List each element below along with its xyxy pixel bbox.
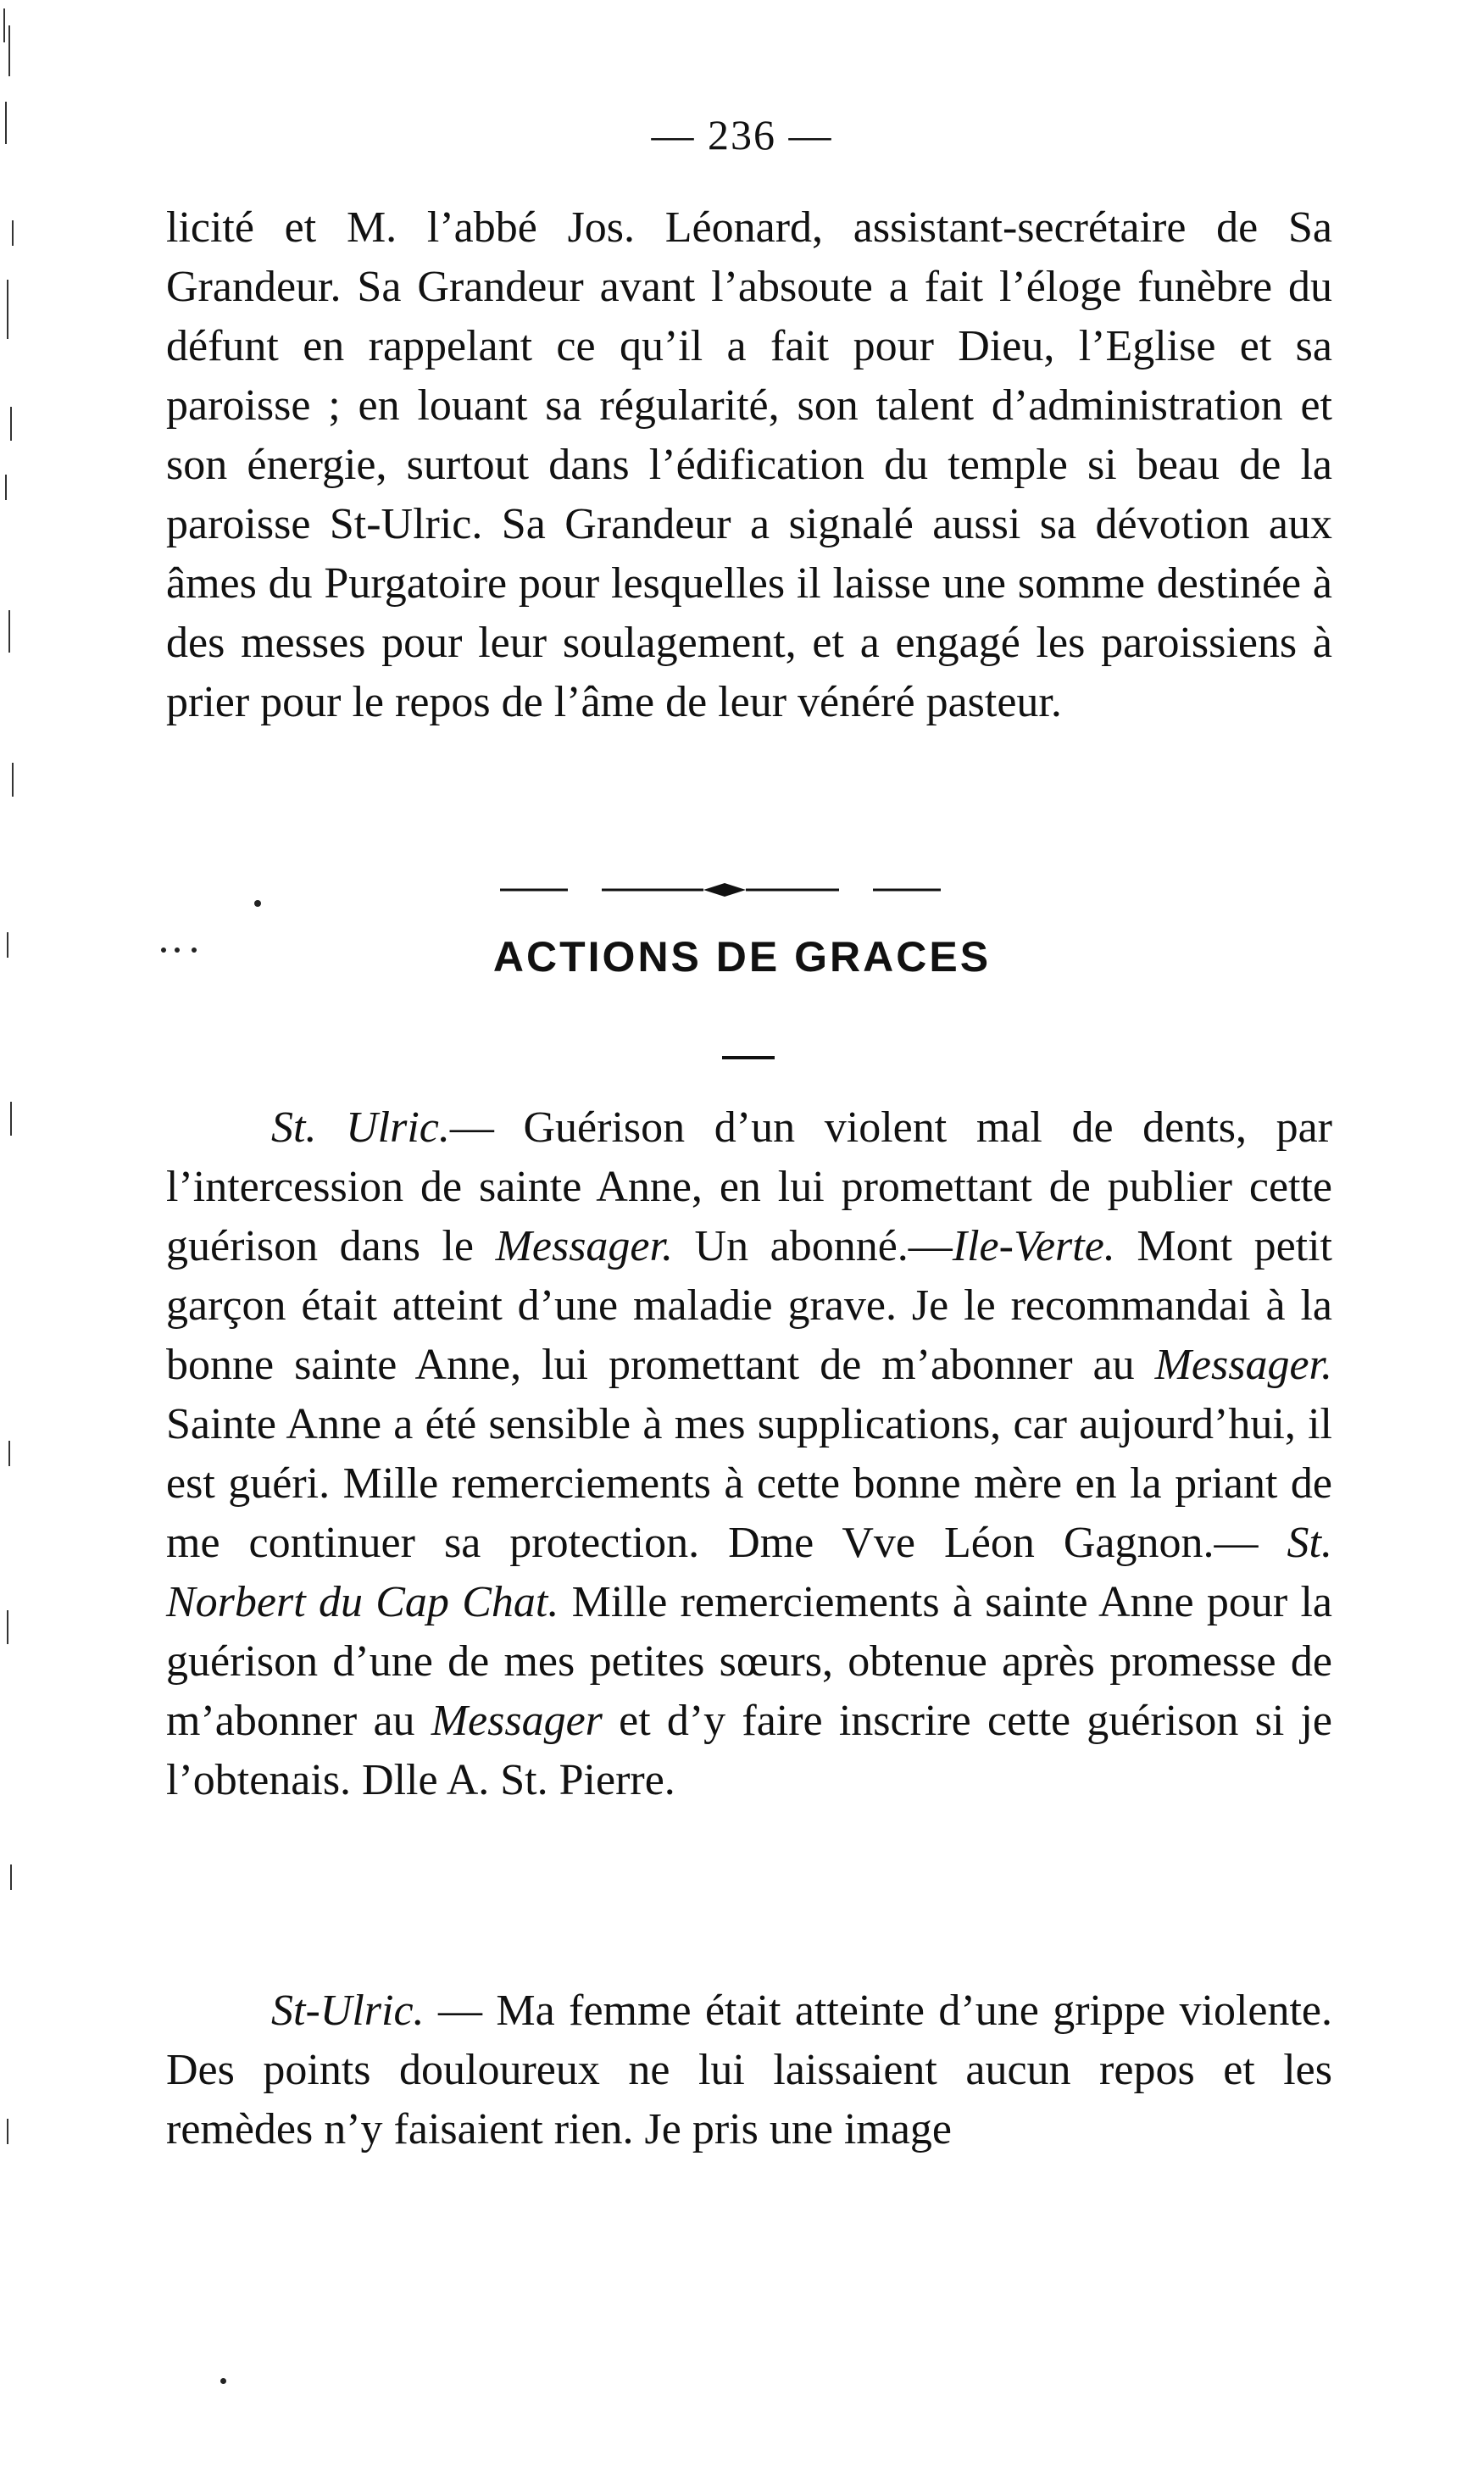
- paragraph-funeral: [166, 198, 1332, 732]
- place-name: Ile-Verte.: [952, 1222, 1115, 1270]
- entry-thanksgiving-2: [166, 1981, 1332, 2159]
- section-heading: ACTIONS DE GRACES: [492, 933, 992, 981]
- publication-name: Messager.: [495, 1222, 673, 1270]
- place-name: St. Norbert du Cap Chat.: [166, 1519, 1332, 1626]
- publication-name: Messager: [431, 1697, 603, 1745]
- place-name: St-Ulric.: [271, 1987, 425, 2035]
- publication-name: Messager.: [1154, 1341, 1332, 1389]
- entry-text: Mille remerciements à sainte Anne pour la guérison d’une de mes petites sœurs, obtenue après promesse de m’abonner au: [166, 1578, 1332, 1745]
- paragraph-text: licité et M. l’abbé Jos. Léonard, assistant-secrétaire de Sa Grandeur. Sa Grandeur avant l’absoute a fait l’éloge funèbre du défunt en rappelant ce qu’il a fait pour Dieu, l’Eglise et sa paroisse ; en louant sa régularité, son talent d’administration et son énergie, surtout dans l’édification du temple si beau de la paroisse St-Ulric. Sa Grandeur a signalé aussi sa dévotion aux âmes du Purgatoire pour lesquelles il laisse une somme destinée à des messes pour leur soulagement, et a engagé les paroissiens à prier pour le repos de l’âme de leur vénéré pasteur.: [166, 203, 1332, 726]
- entry-text: Mont petit garçon était atteint d’une maladie grave. Je le recommandai à la bonne sainte Anne, lui promettant de m’abonner au: [166, 1222, 1333, 1389]
- entry-text: et d’y faire inscrire cette guérison si je l’obtenais. Dlle A. St. Pierre.: [166, 1697, 1332, 1804]
- entry-text: Un abonné.—: [672, 1222, 953, 1270]
- stray-dot: [254, 900, 261, 907]
- entry-text: Sainte Anne a été sensible à mes supplications, car aujourd’hui, il est guéri. Mille remerciements à cette bonne mère en la priant de me continuer sa protection. Dme Vve Léon Gagnon.—: [166, 1400, 1332, 1567]
- stray-dot: [220, 2378, 226, 2384]
- heading-rule: [722, 1056, 775, 1059]
- page-number: — 236 —: [651, 111, 833, 158]
- entry-text: — Ma femme était atteinte d’une grippe violente. Des points douloureux ne lui laissaient aucun repos et les remèdes n’y faisaient rien. Je pris une image: [166, 1987, 1332, 2153]
- margin-marks: [0, 0, 34, 2480]
- place-name: St. Ulric.: [271, 1103, 450, 1152]
- entry-text: — Guérison d’un violent mal de dents, par l’intercession de sainte Anne, en lui promettant de publier cette guérison dans le: [166, 1103, 1332, 1270]
- ornament-divider: [500, 873, 941, 907]
- entry-thanksgiving-1: [166, 1098, 1332, 1810]
